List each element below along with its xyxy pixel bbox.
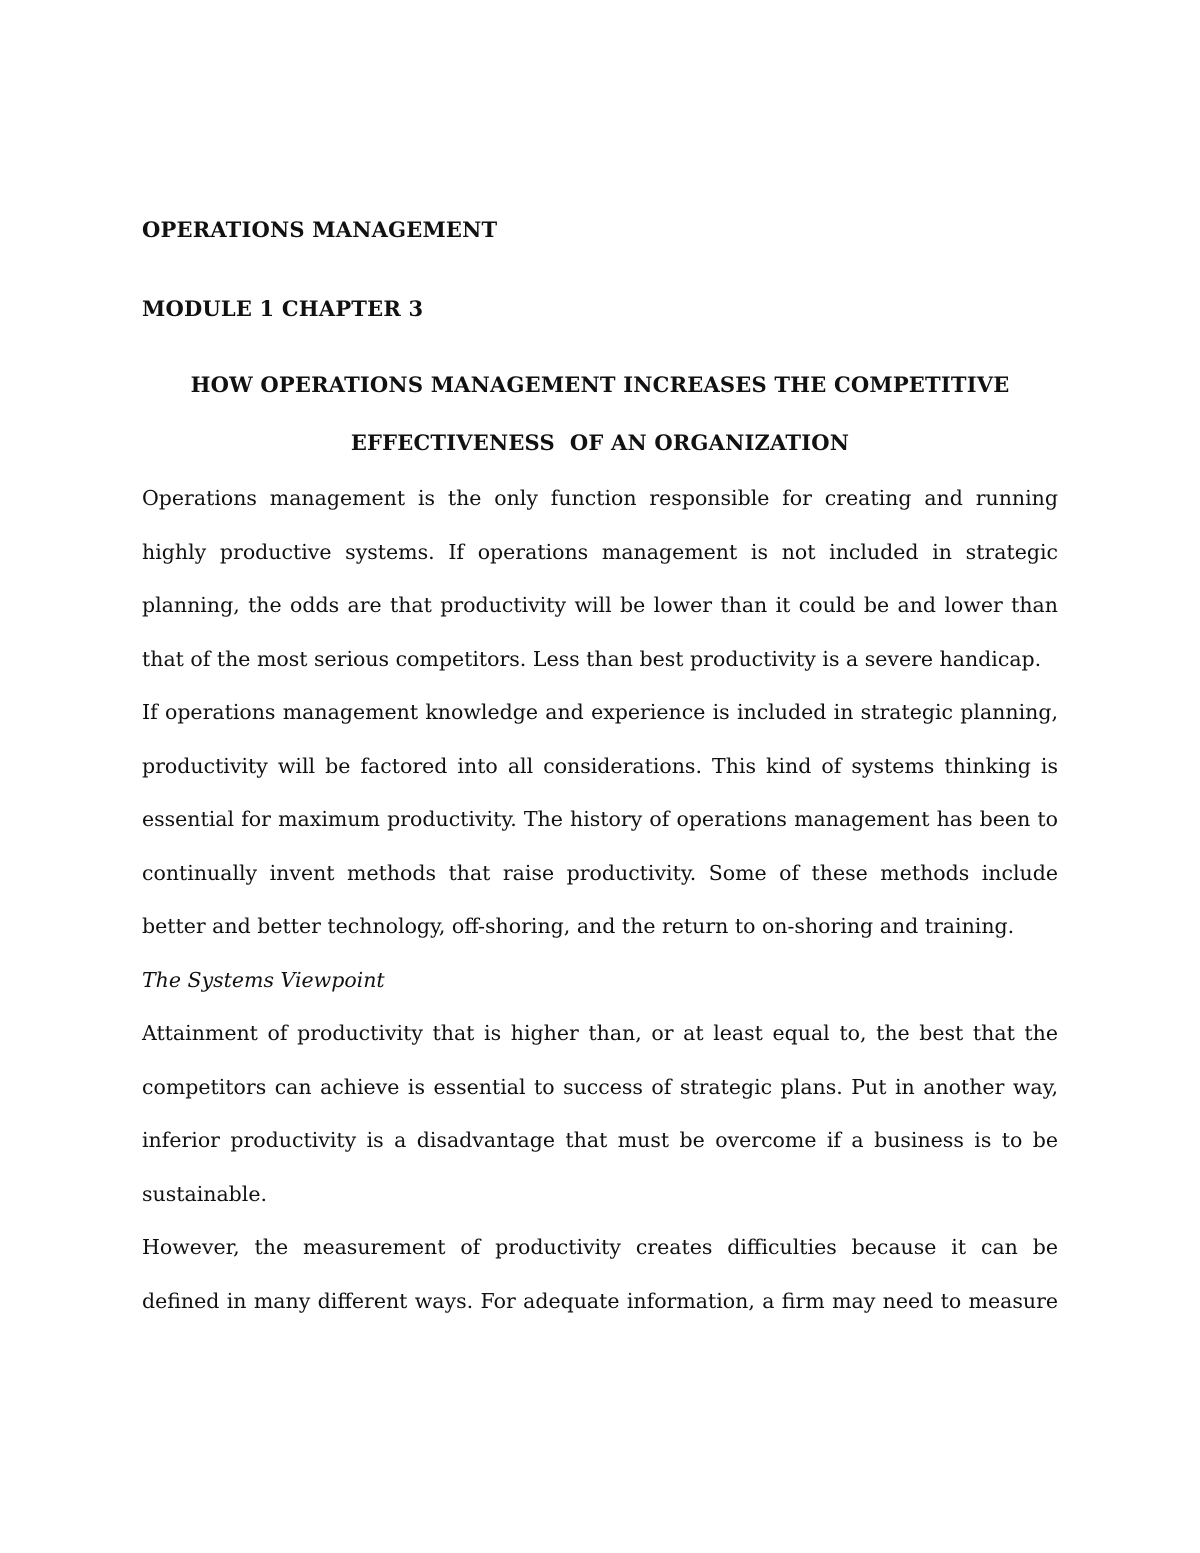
document-body bbox=[142, 210, 1058, 1328]
paragraph: Attainment of productivity that is higher than, or at least equal to, the best that the competitors can achieve is essential to success of strategic plans. Put in another way, inferior productivity is a disadvantage that must be overcome if a business is to be sustainable. bbox=[142, 1021, 1058, 1206]
section-heading: The Systems Viewpoint bbox=[142, 967, 385, 992]
chapter-title-line-1: HOW OPERATIONS MANAGEMENT INCREASES THE COMPETITIVE bbox=[190, 372, 1010, 397]
paragraph: If operations management knowledge and experience is included in strategic planning, productivity will be factored into all considerations. This kind of systems thinking is essential for maximum productivity. The history of operations management has been to continually invent methods that raise productivity. Some of these methods include better and better technology, off-shoring, and the return to on-shoring and training. bbox=[142, 700, 1058, 938]
document-title: OPERATIONS MANAGEMENT bbox=[142, 217, 498, 242]
chapter-title-line-2: EFFECTIVENESS OF AN ORGANIZATION bbox=[350, 430, 850, 455]
module-chapter-label: MODULE 1 CHAPTER 3 bbox=[142, 296, 424, 321]
paragraph: Operations management is the only function responsible for creating and running highly productive systems. If operations management is not included in strategic planning, the odds are that productivity will be lower than it could be and lower than that of the most serious competitors. Less than best productivity is a severe handicap. bbox=[142, 486, 1058, 671]
paragraph: However, the measurement of productivity creates difficulties because it can be defined in many different ways. For adequate information, a firm may need to measure bbox=[142, 1235, 1058, 1313]
